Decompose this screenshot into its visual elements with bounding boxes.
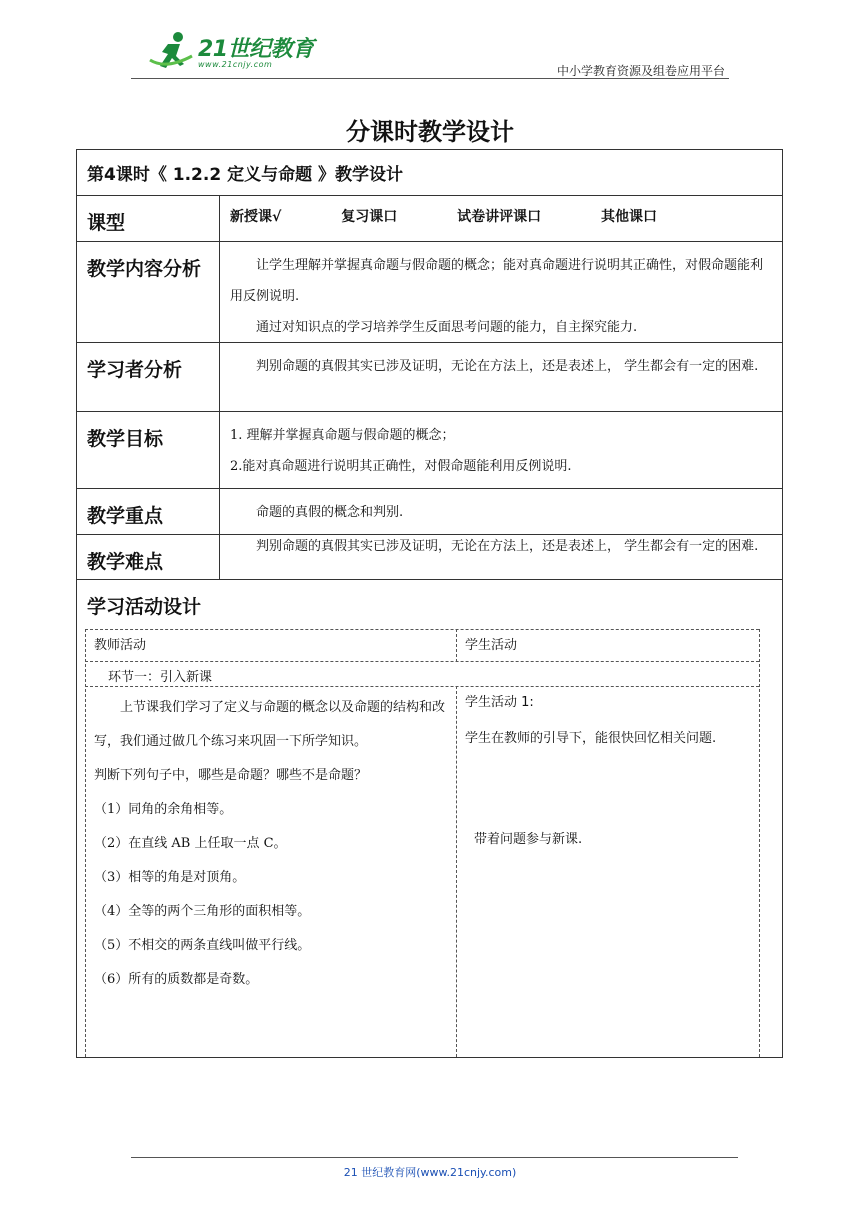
objective-item-1: 1. 理解并掌握真命题与假命题的概念； — [230, 428, 455, 443]
objectives-row — [77, 412, 782, 489]
teacher-activity-header: 教师活动 — [94, 638, 147, 653]
lesson-type-options — [220, 196, 782, 241]
difficulties-cell — [220, 535, 782, 579]
student-activity-text: 学生在教师的引导下，能很快回忆相关问题. — [465, 731, 717, 746]
content-analysis-label: 教学内容分析 — [77, 242, 220, 342]
footer-divider — [131, 1157, 738, 1158]
learner-analysis-text-cell — [220, 343, 782, 411]
key-points-label: 教学重点 — [77, 489, 220, 534]
difficulties-row — [77, 535, 782, 580]
exercise-item-1: （1）同角的余角相等。 — [94, 802, 233, 817]
learner-analysis-text: 判别命题的真假其实已涉及证明，无论在方法上，还是表述上， 学生都会有一定的困难. — [256, 359, 759, 374]
lesson-title-row — [77, 150, 782, 196]
teacher-intro: 上节课我们学习了定义与命题的概念以及命题的结构和改写，我们通过做几个练习来巩固一下所学知识。 — [94, 700, 446, 749]
objectives-list — [220, 412, 782, 488]
learner-analysis-row — [77, 343, 782, 412]
content-analysis-p1: 让学生理解并掌握真命题与假命题的概念；能对真命题进行说明其正确性，对假命题能利用反例说明. — [230, 258, 764, 304]
activity-design-row — [77, 580, 782, 628]
footer-text: 21 世纪教育网(www.21cnjy.com) — [343, 1166, 517, 1179]
student-activity-title: 学生活动 1: — [465, 695, 534, 710]
inner-col-divider — [456, 686, 457, 1057]
content-analysis-p2: 通过对知识点的学习培养学生反面思考问题的能力，自主探究能力. — [256, 320, 638, 335]
runner-logo-icon — [146, 30, 196, 74]
difficulties-text: 判别命题的真假其实已涉及证明，无论在方法上，还是表述上， 学生都会有一定的困难. — [256, 539, 759, 554]
content-analysis-row — [77, 242, 782, 343]
section-title: 环节一：引入新课 — [108, 670, 213, 685]
objective-item-2: 2.能对真命题进行说明其正确性，对假命题能利用反例说明. — [230, 459, 572, 474]
key-points-row — [77, 489, 782, 535]
lesson-type-option-other: 其他课口 — [600, 209, 657, 225]
inner-top-border — [85, 629, 759, 630]
exercise-item-3: （3）相等的角是对顶角。 — [94, 870, 246, 885]
header-divider — [131, 78, 729, 79]
teacher-question: 判断下列句子中，哪些是命题？哪些不是命题？ — [94, 768, 368, 783]
key-points-text: 命题的真假的概念和判别. — [256, 505, 404, 520]
logo-text: 21世纪教育 — [198, 37, 314, 62]
inner-section-divider — [85, 686, 759, 687]
teacher-activity-content — [94, 691, 452, 997]
logo — [146, 30, 316, 76]
exercise-item-6: （6）所有的质数都是奇数。 — [94, 972, 259, 987]
learner-analysis-label: 学习者分析 — [77, 343, 220, 411]
activity-design-label: 学习活动设计 — [87, 596, 202, 618]
lesson-type-option-new: 新授课√ — [230, 209, 282, 225]
inner-header-divider — [85, 661, 759, 662]
header-platform-text: 中小学教育资源及组卷应用平台 — [556, 64, 725, 78]
content-analysis-text — [220, 242, 782, 342]
student-activity-header: 学生活动 — [465, 638, 518, 653]
lesson-title: 第4课时《 1.2.2 定义与命题 》教学设计 — [87, 165, 403, 185]
student-activity-note: 带着问题参与新课. — [474, 832, 583, 847]
lesson-type-option-review: 复习课口 — [341, 209, 398, 225]
exercise-item-4: （4）全等的两个三角形的面积相等。 — [94, 904, 311, 919]
lesson-type-label: 课型 — [77, 196, 220, 241]
lesson-type-option-exam: 试卷讲评课口 — [457, 209, 542, 225]
exercise-item-5: （5）不相交的两条直线叫做平行线。 — [94, 938, 311, 953]
lesson-type-row — [77, 196, 782, 242]
objectives-label: 教学目标 — [77, 412, 220, 488]
inner-left-border — [85, 629, 86, 1057]
exercise-item-2: （2）在直线 AB 上任取一点 C。 — [94, 836, 287, 851]
inner-right-border — [759, 629, 760, 1057]
inner-col-divider-top — [456, 629, 457, 662]
key-points-cell — [220, 489, 782, 534]
logo-url: www.21cnjy.com — [198, 60, 273, 69]
difficulties-label: 教学难点 — [77, 535, 220, 579]
page-title: 分课时教学设计 — [346, 118, 514, 146]
